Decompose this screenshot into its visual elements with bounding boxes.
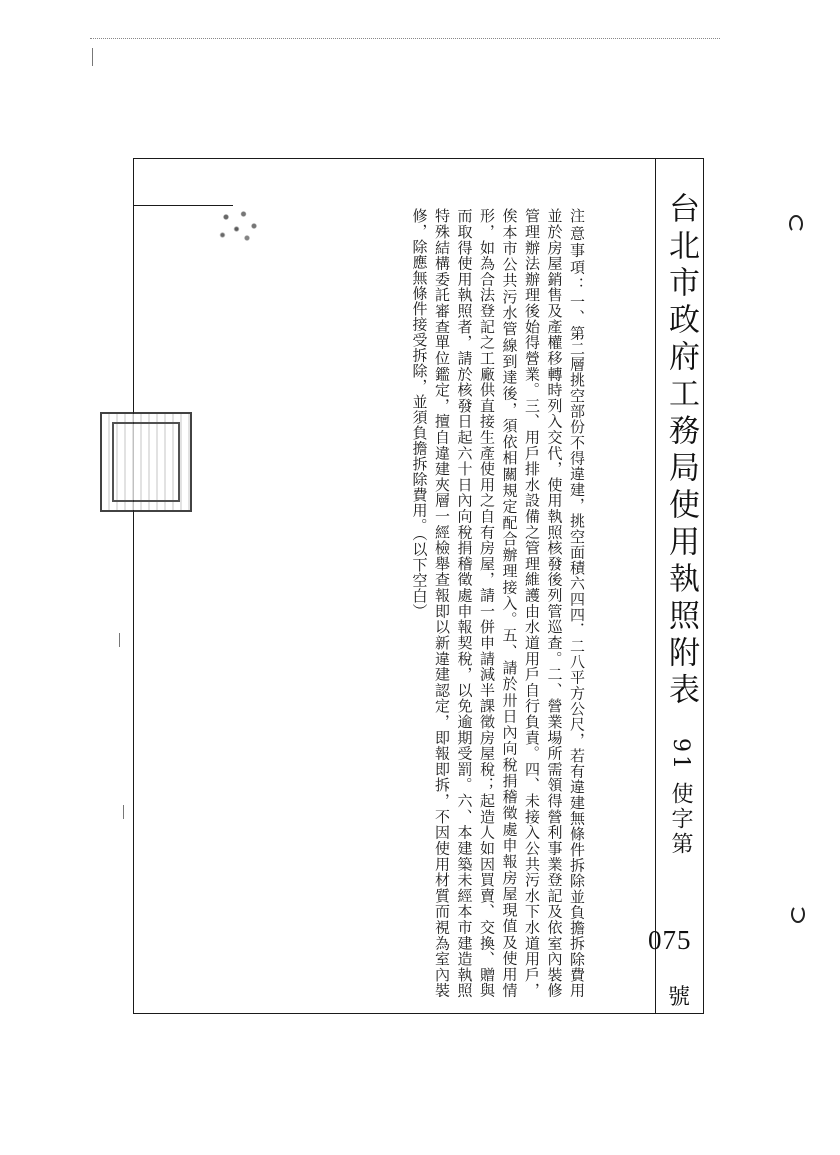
notes-body: 一、第二層挑空部份不得違建，挑空面積六四四．二八平方公尺，若有違建無條件拆除並負擔拆除費用並於房屋銷售及產權移轉時列入交代，使用執照核發後列管巡查。二、營業場所需領得營利事業登記及依室內裝修管理辦法辦理後始得營業。三、用戶排水設備之管理維護由水道用戶自行負責。四、未接入公共污水下水道用戶，俟本市公共污水管線到達後，須依相關規定配合辦理接入。五、請於卅日內向稅捐稽徵處申報房屋現值及使用情形，如為合法登記之工廠供直接生產使用之自有房屋，請一併申請減半課徵房屋稅；起造人如因買賣、交換、贈與而取得使用執照者，請於核發日起六十日內向稅捐稽徵處申報契稅，以免逾期受罰。六、本建築未經本市建造執照特殊結構委託審查單位鑑定，擅自違建夾層一經檢舉查報即以新違建認定，即報即拆，不因使用材質而視為室內裝修，除應無條件接受拆除，並須負擔拆除費用。（以下空白） (410, 208, 586, 999)
scan-margin-mark (123, 805, 124, 819)
official-seal-stamp (100, 412, 192, 512)
binding-hole-mark (789, 215, 803, 233)
document-title: 台北市政府工務局使用執照附表 (663, 192, 699, 710)
permit-number-label: 91 使字第 (668, 738, 693, 857)
scan-margin-mark (92, 48, 93, 66)
scan-dotted-edge (90, 38, 720, 39)
scan-margin-mark (119, 633, 120, 647)
notes-heading: 注意事項： (568, 208, 586, 294)
seal-inner-border (112, 422, 180, 502)
title-column-divider (655, 158, 656, 1014)
ink-smudge (205, 193, 275, 253)
permit-serial-number: 075 (648, 925, 692, 955)
permit-number-suffix: 號 (668, 985, 691, 1010)
notes-section (378, 208, 588, 998)
binding-hole-mark (791, 905, 805, 923)
